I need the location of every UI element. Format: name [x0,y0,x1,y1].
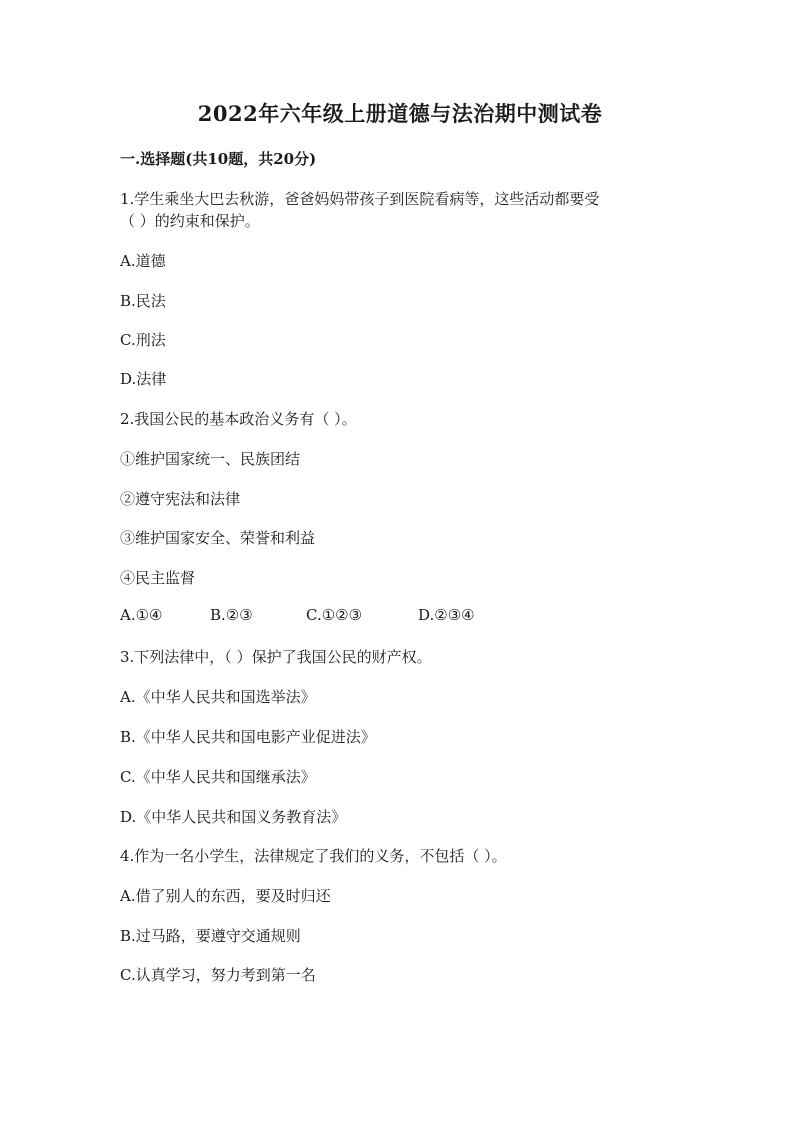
question-1-option-c: C.刑法 [120,331,166,349]
question-1-option-d: D.法律 [120,370,167,388]
question-2-option-a: A.①④ [120,606,163,624]
question-2-option-b: B.②③ [210,606,253,624]
question-3-option-b: B.《中华人民共和国电影产业促进法》 [120,728,376,746]
question-3-option-a: A.《中华人民共和国选举法》 [120,688,316,706]
question-2-statement-3: ③维护国家安全、荣誉和利益 [120,529,316,547]
question-2-statement-4: ④民主监督 [120,569,196,587]
question-4-option-a: A.借了别人的东西，要及时归还 [120,887,331,905]
question-2-option-d: D.②③④ [418,606,475,624]
question-1-option-a: A.道德 [120,252,166,270]
question-3-stem: 3.下列法律中，（ ）保护了我国公民的财产权。 [120,648,432,666]
question-1-option-b: B.民法 [120,292,166,310]
question-2-statement-1: ①维护国家统一、民族团结 [120,450,301,468]
question-4-stem: 4.作为一名小学生，法律规定了我们的义务，不包括（ ）。 [120,847,507,865]
question-1-stem-line-2: （ ）的约束和保护。 [120,212,260,230]
question-3-option-c: C.《中华人民共和国继承法》 [120,768,316,786]
question-4-option-c: C.认真学习，努力考到第一名 [120,966,316,984]
question-3-option-d: D.《中华人民共和国义务教育法》 [120,808,347,826]
question-2-option-c: C.①②③ [306,606,363,624]
question-1-stem-line-1: 1.学生乘坐大巴去秋游，爸爸妈妈带孩子到医院看病等，这些活动都要受 [120,190,600,208]
page-title: 2022年六年级上册道德与法治期中测试卷 [197,101,603,126]
question-4-option-b: B.过马路，要遵守交通规则 [120,927,301,945]
question-2-statement-2: ②遵守宪法和法律 [120,490,241,508]
question-2-stem: 2.我国公民的基本政治义务有（ ）。 [120,410,357,428]
section-heading: 一.选择题(共10题，共20分) [120,150,317,168]
